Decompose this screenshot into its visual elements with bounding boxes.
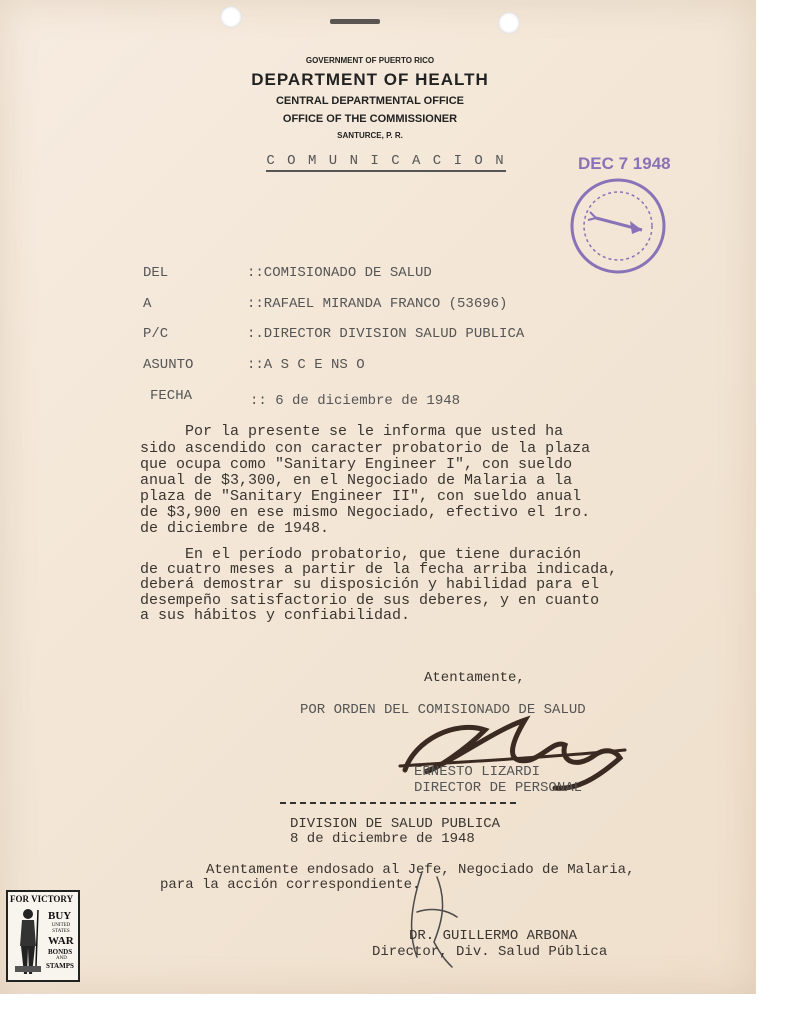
letterhead-government: GOVERNMENT OF PUERTO RICO: [305, 56, 435, 65]
endorsement-division: DIVISION DE SALUD PUBLICA: [290, 816, 501, 832]
body-line: de cuatro meses a partir de la fecha arriba indicada,: [140, 561, 618, 578]
field-label-fecha: FECHA: [150, 388, 193, 404]
body-line: plaza de "Sanitary Engineer II", con sueldo anual: [140, 488, 582, 505]
body-line: Por la presente se le informa que usted ha: [140, 423, 564, 440]
endorsement-signer-title: Director, Div. Salud Pública: [372, 944, 608, 960]
stamp-top-text: FOR VICTORY: [10, 894, 74, 904]
stamp-and: AND: [56, 956, 67, 961]
endorsement-signer-name: DR. GUILLERMO ARBONA: [409, 928, 578, 944]
field-label-a: A: [143, 296, 152, 312]
body-line: a sus hábitos y confiabilidad.: [140, 607, 411, 624]
letterhead-office: CENTRAL DEPARTMENTAL OFFICE: [275, 95, 464, 107]
closing-salutation: Atentamente,: [424, 670, 525, 686]
field-label-asunto: ASUNTO: [143, 357, 194, 373]
by-order-line: POR ORDEN DEL COMISIONADO DE SALUD: [300, 702, 586, 718]
body-line: deberá demostrar su disposición y habilidad para el: [140, 576, 600, 593]
field-value-del: ::COMISIONADO DE SALUD: [247, 265, 432, 281]
body-line: anual de $3,300, en el Negociado de Malaria a la: [140, 472, 573, 489]
received-seal-icon: [568, 176, 668, 276]
document-type-title: C O M U N I C A C I O N: [266, 153, 506, 172]
field-value-asunto: ::A S C E NS O: [247, 357, 365, 373]
body-line: de diciembre de 1948.: [140, 520, 330, 537]
punch-hole: [498, 12, 520, 34]
field-label-pc: P/C: [143, 326, 169, 342]
field-value-fecha: :: 6 de diciembre de 1948: [250, 393, 461, 409]
letterhead-commissioner: OFFICE OF THE COMMISSIONER: [282, 113, 458, 125]
body-line: que ocupa como "Sanitary Engineer I", con sueldo: [140, 456, 573, 473]
punch-hole: [220, 6, 242, 28]
letterhead-location: SANTURCE, P. R.: [337, 131, 403, 140]
body-line: desempeño satisfactorio de sus deberes, y en cuanto: [140, 592, 600, 609]
divider-line: [280, 802, 516, 804]
staple: [330, 19, 380, 24]
stamp-buy: BUY: [48, 910, 72, 922]
field-value-pc: :.DIRECTOR DIVISION SALUD PUBLICA: [247, 326, 525, 342]
body-line: En el período probatorio, que tiene duración: [140, 546, 582, 563]
field-value-a: ::RAFAEL MIRANDA FRANCO (53696): [247, 296, 508, 312]
war-bonds-stamp: [6, 890, 80, 982]
stamp-war: WAR: [48, 935, 74, 947]
received-date-stamp: DEC 7 1948: [578, 154, 671, 173]
body-line: sido ascendido con caracter probatorio de la plaza: [140, 440, 591, 457]
endorsement-line: para la acción correspondiente.: [160, 877, 421, 893]
stamp-stamps: STAMPS: [46, 962, 74, 970]
field-label-del: DEL: [143, 265, 169, 281]
endorsement-date: 8 de diciembre de 1948: [290, 831, 475, 847]
stamp-us: UNITED STATES: [51, 923, 71, 934]
signer-name: ERNESTO LIZARDI: [414, 764, 541, 780]
soldier-icon: [12, 906, 44, 976]
signer-title: DIRECTOR DE PERSONAL: [414, 780, 583, 796]
stamp-bonds: BONDS: [48, 948, 73, 956]
endorsement-line: Atentamente endosado al Jefe, Negociado de Malaria,: [206, 862, 635, 878]
letterhead-department: DEPARTMENT OF HEALTH: [251, 70, 489, 89]
body-line: de $3,900 en ese mismo Negociado, efectivo el 1ro.: [140, 504, 591, 521]
